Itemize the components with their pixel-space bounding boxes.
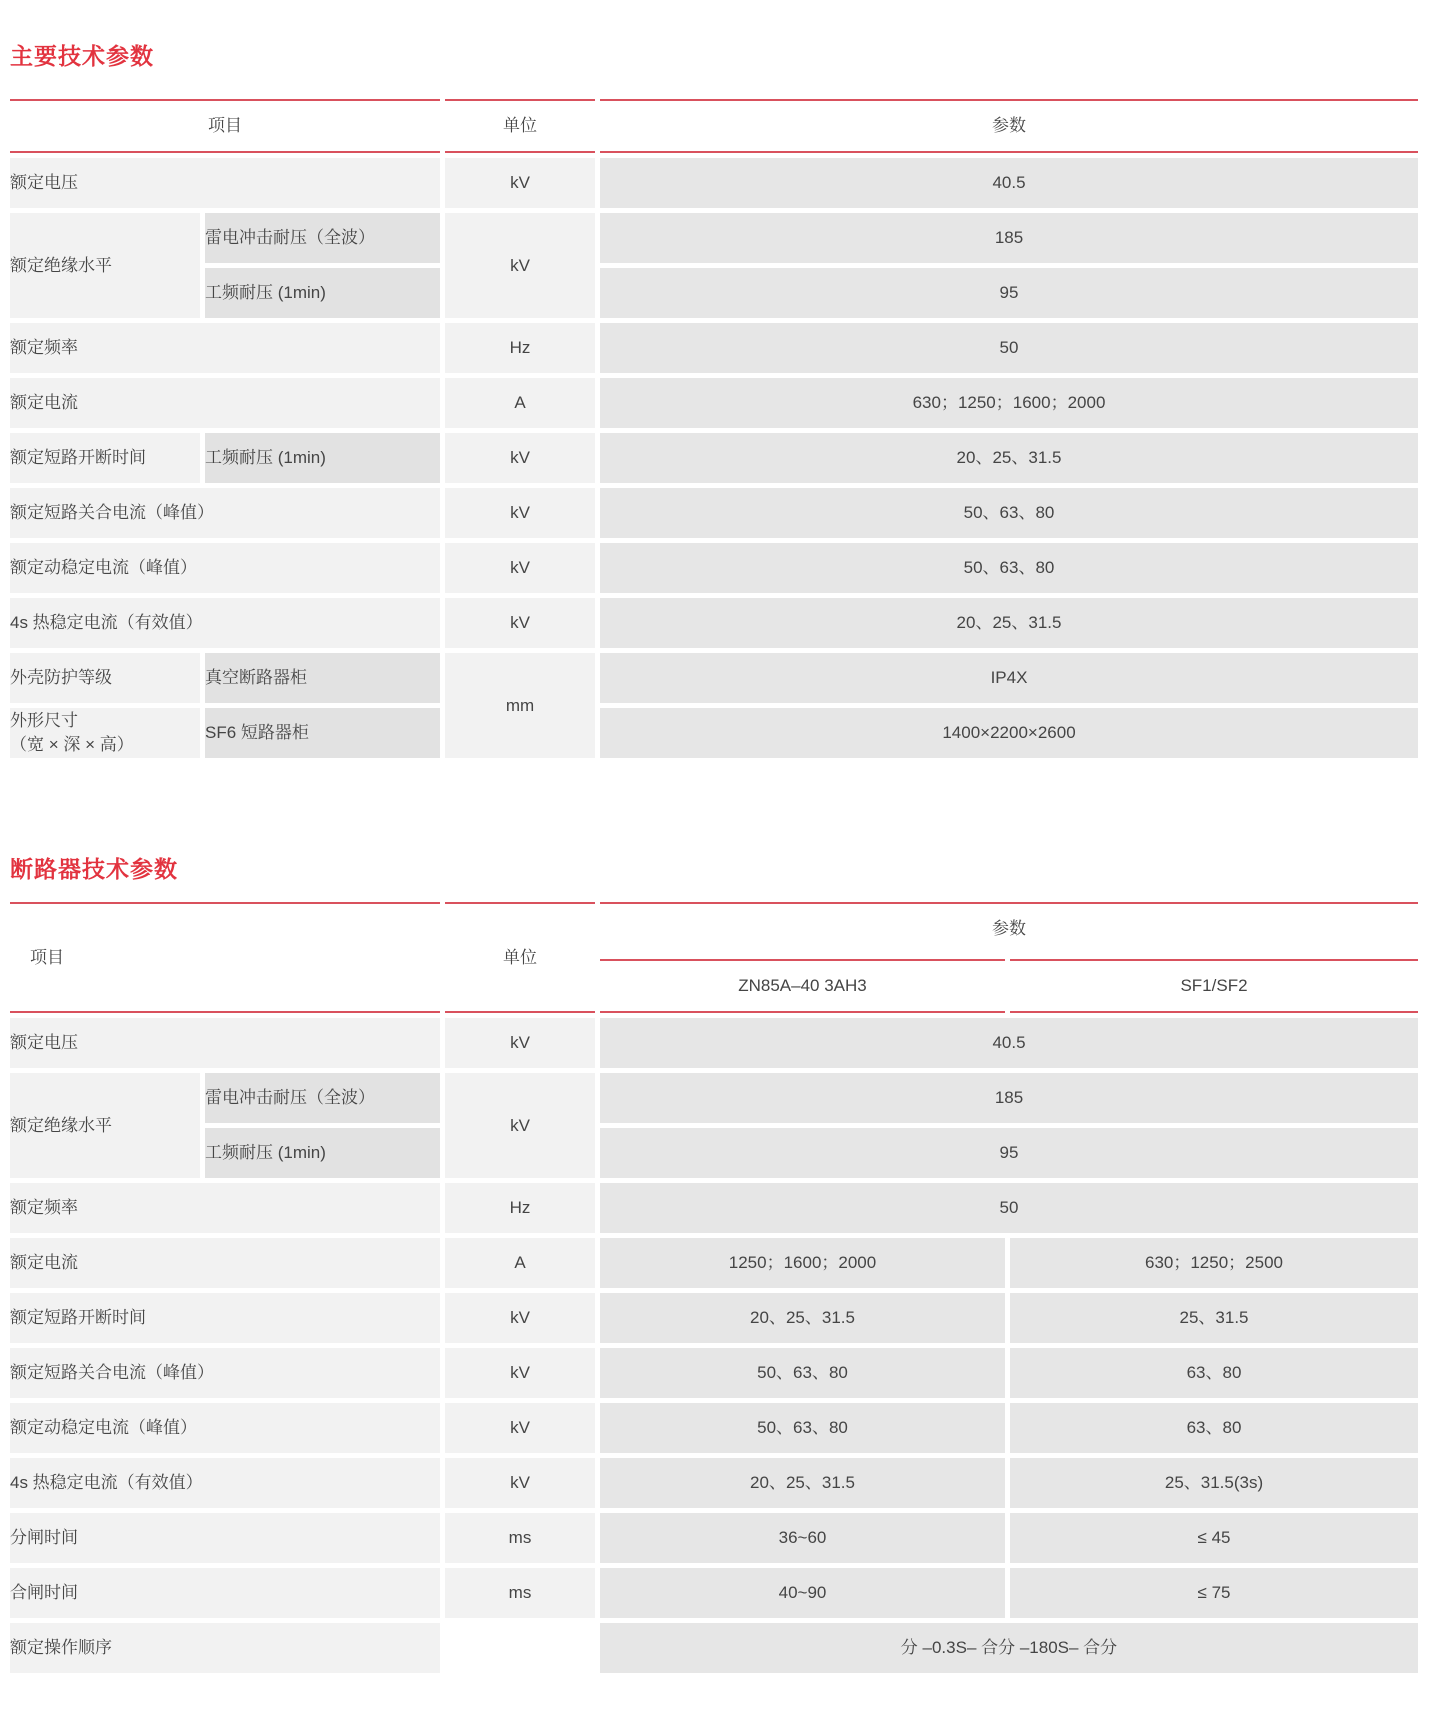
row-value-cell-sf: 25、31.5 bbox=[1010, 1293, 1418, 1343]
row-unit-cell: kV bbox=[445, 488, 595, 538]
row-unit-cell: kV bbox=[445, 1293, 595, 1343]
table-row bbox=[10, 598, 1418, 648]
row-item-cell: 额定短路关合电流（峰值） bbox=[10, 1348, 440, 1398]
table-row bbox=[10, 1458, 1418, 1508]
row-value-cell: 50、63、80 bbox=[600, 488, 1418, 538]
table-row bbox=[10, 1128, 1418, 1178]
table-row bbox=[10, 158, 1418, 208]
table-row bbox=[10, 1348, 1418, 1398]
row-value-cell: 20、25、31.5 bbox=[600, 598, 1418, 648]
row-value-cell-sf: 630；1250；2500 bbox=[1010, 1238, 1418, 1288]
row-item-cell: 额定频率 bbox=[10, 323, 440, 373]
row-item-cell: 额定电流 bbox=[10, 1238, 440, 1288]
row-item-cell: 额定动稳定电流（峰值） bbox=[10, 1403, 440, 1453]
table-header-row bbox=[10, 99, 1418, 153]
row-value-cell-zn85a: 50、63、80 bbox=[600, 1403, 1005, 1453]
row-item-cell: 合闸时间 bbox=[10, 1568, 440, 1618]
row-subitem-cell: 工频耐压 (1min) bbox=[205, 1128, 440, 1178]
row-value-cell: 50 bbox=[600, 1183, 1418, 1233]
table-row bbox=[10, 1073, 1418, 1123]
table-header-row bbox=[10, 902, 1418, 954]
row-item-cell: 额定电压 bbox=[10, 158, 440, 208]
row-unit-cell: A bbox=[445, 378, 595, 428]
row-item-cell: 额定绝缘水平 bbox=[10, 1073, 200, 1178]
row-value-cell: 185 bbox=[600, 1073, 1418, 1123]
row-unit-cell: ms bbox=[445, 1568, 595, 1618]
breaker-params-table bbox=[5, 897, 1423, 1678]
main-params-table bbox=[5, 94, 1423, 763]
row-unit-cell-empty bbox=[445, 1623, 595, 1673]
row-subitem-cell: SF6 短路器柜 bbox=[205, 708, 440, 758]
row-unit-cell: kV bbox=[445, 433, 595, 483]
header-item: 项目 bbox=[10, 902, 440, 1013]
row-subitem-cell: 雷电冲击耐压（全波） bbox=[205, 213, 440, 263]
row-item-cell: 额定电压 bbox=[10, 1018, 440, 1068]
row-value-cell-sf: ≤ 75 bbox=[1010, 1568, 1418, 1618]
row-value-cell: 630；1250；1600；2000 bbox=[600, 378, 1418, 428]
row-subitem-cell: 工频耐压 (1min) bbox=[205, 433, 440, 483]
row-subitem-cell: 工频耐压 (1min) bbox=[205, 268, 440, 318]
row-value-cell-sf: 25、31.5(3s) bbox=[1010, 1458, 1418, 1508]
row-item-cell: 额定频率 bbox=[10, 1183, 440, 1233]
table-row bbox=[10, 708, 1418, 758]
row-item-cell: 4s 热稳定电流（有效值） bbox=[10, 598, 440, 648]
row-item-cell: 额定短路开断时间 bbox=[10, 433, 200, 483]
row-unit-cell: Hz bbox=[445, 323, 595, 373]
table-row bbox=[10, 653, 1418, 703]
row-unit-cell: A bbox=[445, 1238, 595, 1288]
row-subitem-cell: 真空断路器柜 bbox=[205, 653, 440, 703]
row-value-cell: IP4X bbox=[600, 653, 1418, 703]
row-unit-cell: kV bbox=[445, 1403, 595, 1453]
row-unit-cell: kV bbox=[445, 1073, 595, 1178]
row-value-cell-zn85a: 40~90 bbox=[600, 1568, 1005, 1618]
row-item-cell: 外壳防护等级 bbox=[10, 653, 200, 703]
row-value-cell: 50、63、80 bbox=[600, 543, 1418, 593]
row-item-cell: 额定短路开断时间 bbox=[10, 1293, 440, 1343]
table-row bbox=[10, 213, 1418, 263]
table-row bbox=[10, 1513, 1418, 1563]
row-value-cell-sf: 63、80 bbox=[1010, 1348, 1418, 1398]
table-row bbox=[10, 1018, 1418, 1068]
row-value-cell: 50 bbox=[600, 323, 1418, 373]
row-item-cell: 分闸时间 bbox=[10, 1513, 440, 1563]
row-value-cell: 95 bbox=[600, 268, 1418, 318]
table-row bbox=[10, 1568, 1418, 1618]
table-row bbox=[10, 1623, 1418, 1673]
row-value-cell: 分 –0.3S– 合分 –180S– 合分 bbox=[600, 1623, 1418, 1673]
header-model-zn85a: ZN85A–40 3AH3 bbox=[600, 959, 1005, 1013]
table-row bbox=[10, 378, 1418, 428]
section-title-breaker-params: 断路器技术参数 bbox=[10, 856, 178, 882]
row-item-cell: 额定绝缘水平 bbox=[10, 213, 200, 318]
row-value-cell: 95 bbox=[600, 1128, 1418, 1178]
row-value-cell-zn85a: 36~60 bbox=[600, 1513, 1005, 1563]
header-model-sf1-sf2: SF1/SF2 bbox=[1010, 959, 1418, 1013]
row-value-cell: 40.5 bbox=[600, 1018, 1418, 1068]
row-value-cell-zn85a: 50、63、80 bbox=[600, 1348, 1005, 1398]
row-item-cell: 4s 热稳定电流（有效值） bbox=[10, 1458, 440, 1508]
row-value-cell: 1400×2200×2600 bbox=[600, 708, 1418, 758]
header-param: 参数 bbox=[600, 99, 1418, 153]
row-item-cell bbox=[10, 708, 200, 758]
row-unit-cell: kV bbox=[445, 543, 595, 593]
row-unit-cell: kV bbox=[445, 1348, 595, 1398]
row-value-cell: 20、25、31.5 bbox=[600, 433, 1418, 483]
row-value-cell-sf: 63、80 bbox=[1010, 1403, 1418, 1453]
row-unit-cell: kV bbox=[445, 213, 595, 318]
header-unit: 单位 bbox=[445, 902, 595, 1013]
row-item-cell: 额定动稳定电流（峰值） bbox=[10, 543, 440, 593]
table-row bbox=[10, 1293, 1418, 1343]
row-unit-cell: kV bbox=[445, 158, 595, 208]
table-row bbox=[10, 543, 1418, 593]
row-item-cell: 额定电流 bbox=[10, 378, 440, 428]
row-item-cell: 额定操作顺序 bbox=[10, 1623, 440, 1673]
row-item-line2: （宽 × 深 × 高） bbox=[10, 735, 134, 754]
table-row bbox=[10, 268, 1418, 318]
header-param: 参数 bbox=[600, 902, 1418, 954]
row-unit-cell: mm bbox=[445, 653, 595, 758]
row-subitem-cell: 雷电冲击耐压（全波） bbox=[205, 1073, 440, 1123]
row-unit-cell: kV bbox=[445, 598, 595, 648]
table-row bbox=[10, 1238, 1418, 1288]
section-title-main-params: 主要技术参数 bbox=[10, 43, 154, 69]
row-unit-cell: kV bbox=[445, 1018, 595, 1068]
header-item: 项目 bbox=[10, 99, 440, 153]
table-row bbox=[10, 1403, 1418, 1453]
row-value-cell-sf: ≤ 45 bbox=[1010, 1513, 1418, 1563]
row-value-cell: 40.5 bbox=[600, 158, 1418, 208]
row-item-line1: 外形尺寸 bbox=[10, 711, 78, 730]
header-unit: 单位 bbox=[445, 99, 595, 153]
table-row bbox=[10, 1183, 1418, 1233]
row-value-cell-zn85a: 1250；1600；2000 bbox=[600, 1238, 1005, 1288]
row-item-cell: 额定短路关合电流（峰值） bbox=[10, 488, 440, 538]
row-value-cell: 185 bbox=[600, 213, 1418, 263]
table-row bbox=[10, 488, 1418, 538]
row-value-cell-zn85a: 20、25、31.5 bbox=[600, 1293, 1005, 1343]
row-unit-cell: kV bbox=[445, 1458, 595, 1508]
table-row bbox=[10, 323, 1418, 373]
table-row bbox=[10, 433, 1418, 483]
row-unit-cell: ms bbox=[445, 1513, 595, 1563]
row-unit-cell: Hz bbox=[445, 1183, 595, 1233]
row-value-cell-zn85a: 20、25、31.5 bbox=[600, 1458, 1005, 1508]
